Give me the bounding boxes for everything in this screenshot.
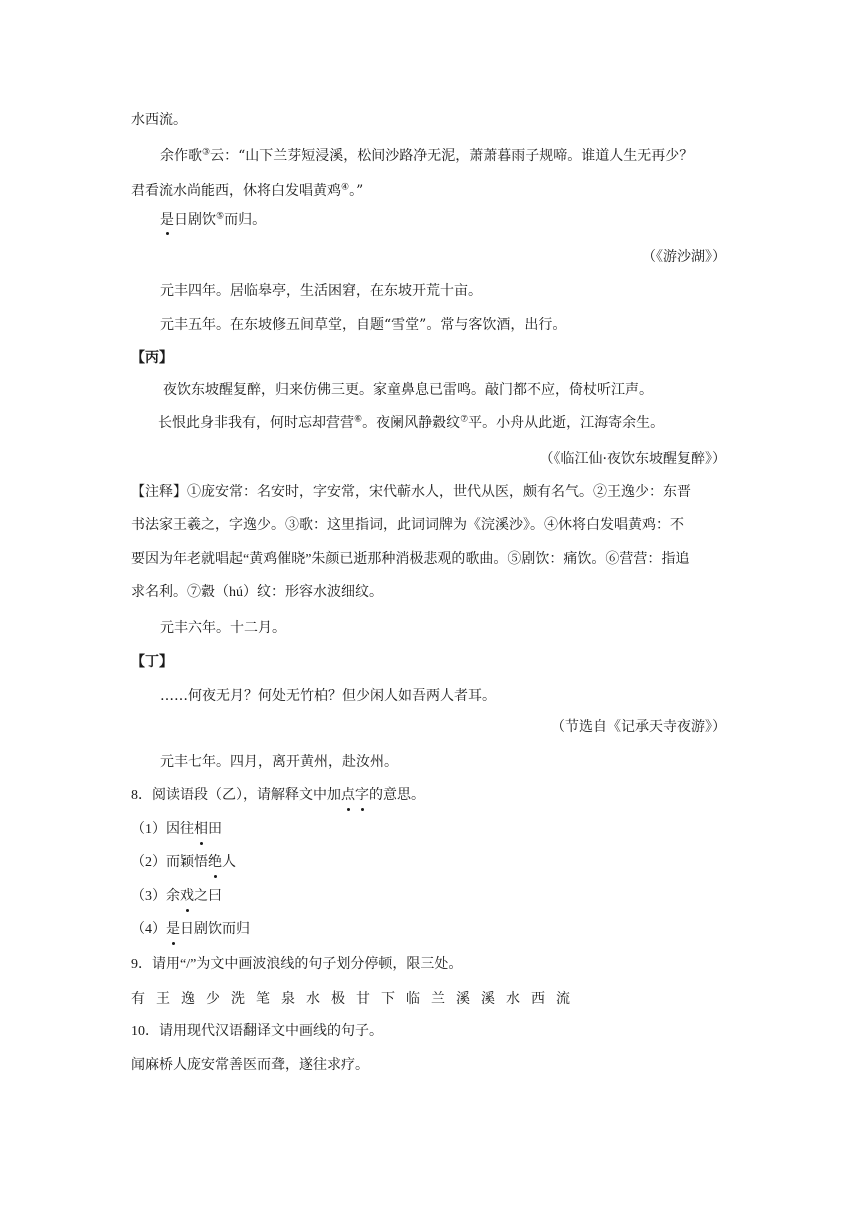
- poem-line: 夜饮东坡醒复醉，归来仿佛三更。家童鼻息已雷鸣。敲门都不应，倚杖听江声。: [163, 382, 653, 398]
- question-9-sentence: 有王逸少洗笔泉水极甘下临兰溪溪水西流: [131, 992, 581, 1007]
- source-citation: （《临江仙·夜饮东坡醒复醉》）: [539, 451, 726, 467]
- text-span: 而归。: [224, 212, 267, 228]
- text-span: （3）余: [131, 889, 180, 904]
- song-line-2: [131, 181, 363, 201]
- notes-line: 【注释】①庞安常：名安时，字安常，宋代蕲水人，世代从医，颇有名气。②王逸少：东晋: [131, 485, 691, 500]
- emphasized-char: 相: [194, 820, 208, 840]
- emphasized-char: 绝: [208, 853, 222, 873]
- emphasized-char: 是: [160, 212, 174, 228]
- question-9: 9．请用“/”为文中画波浪线的句子划分停顿，限三处。: [131, 957, 463, 972]
- text-span: 日剧饮: [174, 212, 216, 228]
- footnote-mark: ⑤: [216, 211, 225, 222]
- footnote-mark: ④: [341, 182, 350, 193]
- text-span: （4）: [131, 922, 166, 937]
- footnote-mark: ③: [202, 147, 211, 158]
- text-span: 8．阅读语段（乙），请解释文中加: [131, 788, 341, 803]
- chronology-line: 元丰六年。十二月。: [160, 620, 286, 636]
- chronology-line: 元丰五年。在东坡修五间草堂，自题“雪堂”。常与客饮酒，出行。: [160, 317, 567, 333]
- text-line: [131, 110, 187, 130]
- question-10: 10．请用现代汉语翻译文中画线的句子。: [131, 1024, 383, 1039]
- notes-line: 求名利。⑦縠（hú）纹：形容水波细纹。: [131, 585, 383, 600]
- text-span: 人: [222, 855, 236, 870]
- text-span: 日剧饮而归: [180, 922, 250, 937]
- emphasized-char: 点: [341, 786, 355, 806]
- text-span: 平。小舟从此逝，江海寄余生。: [468, 415, 665, 431]
- emphasized-char: 是: [166, 920, 180, 940]
- text-span: 的意思。: [369, 788, 425, 803]
- emphasized-char: 字: [355, 786, 369, 806]
- source-citation: （节选自《记承天寺夜游》）: [551, 720, 726, 735]
- source-citation: （《游沙湖》）: [642, 249, 726, 265]
- notes-line: 要因为年老就唱起“黄鸡催晓”朱颜已逝那种消极悲观的歌曲。⑤剧饮：痛饮。⑥营营：指追: [131, 552, 690, 567]
- notes-line: 书法家王羲之，字逸少。③歌：这里指词，此词词牌为《浣溪沙》。④休将白发唱黄鸡：不: [131, 518, 684, 533]
- poem-line: [158, 413, 664, 433]
- text-span: 水西流。: [131, 112, 187, 128]
- question-8-item: [131, 920, 250, 940]
- drink-line: [160, 210, 266, 230]
- song-line-1: [160, 146, 693, 166]
- question-8-item: [131, 820, 222, 840]
- footnote-mark: ⑦: [460, 414, 469, 425]
- question-10-sentence: 闻麻桥人庞安常善医而聋，遂往求疗。: [131, 1058, 369, 1073]
- text-span: 长恨此身非我有，何时忘却营营: [158, 415, 354, 431]
- text-span: 君看流水尚能西，休将白发唱黄鸡: [131, 183, 341, 199]
- chronology-line: 元丰四年。居临皋亭，生活困窘，在东坡开荒十亩。: [160, 283, 482, 299]
- text-span: （2）而颖悟: [131, 855, 208, 870]
- question-8-item: [131, 853, 236, 873]
- text-span: 。”: [349, 183, 364, 199]
- text-line: ……何夜无月？何处无竹柏？但少闲人如吾两人者耳。: [160, 688, 496, 704]
- text-span: （1）因往: [131, 822, 194, 837]
- text-span: 之曰: [194, 889, 222, 904]
- section-heading: 【丁】: [131, 654, 173, 670]
- question-8-item: [131, 887, 222, 907]
- section-heading: 【丙】: [131, 350, 173, 366]
- question-8: [131, 786, 425, 806]
- text-span: 云：“山下兰芽短浸溪，松间沙路净无泥，萧萧暮雨子规啼。谁道人生无再少？: [210, 148, 694, 164]
- text-span: 余作歌: [160, 148, 202, 164]
- chronology-line: 元丰七年。四月，离开黄州，赴汝州。: [160, 754, 398, 770]
- text-span: 。夜阑风静縠纹: [362, 415, 461, 431]
- footnote-mark: ⑥: [354, 414, 363, 425]
- text-span: 田: [208, 822, 222, 837]
- emphasized-char: 戏: [180, 887, 194, 907]
